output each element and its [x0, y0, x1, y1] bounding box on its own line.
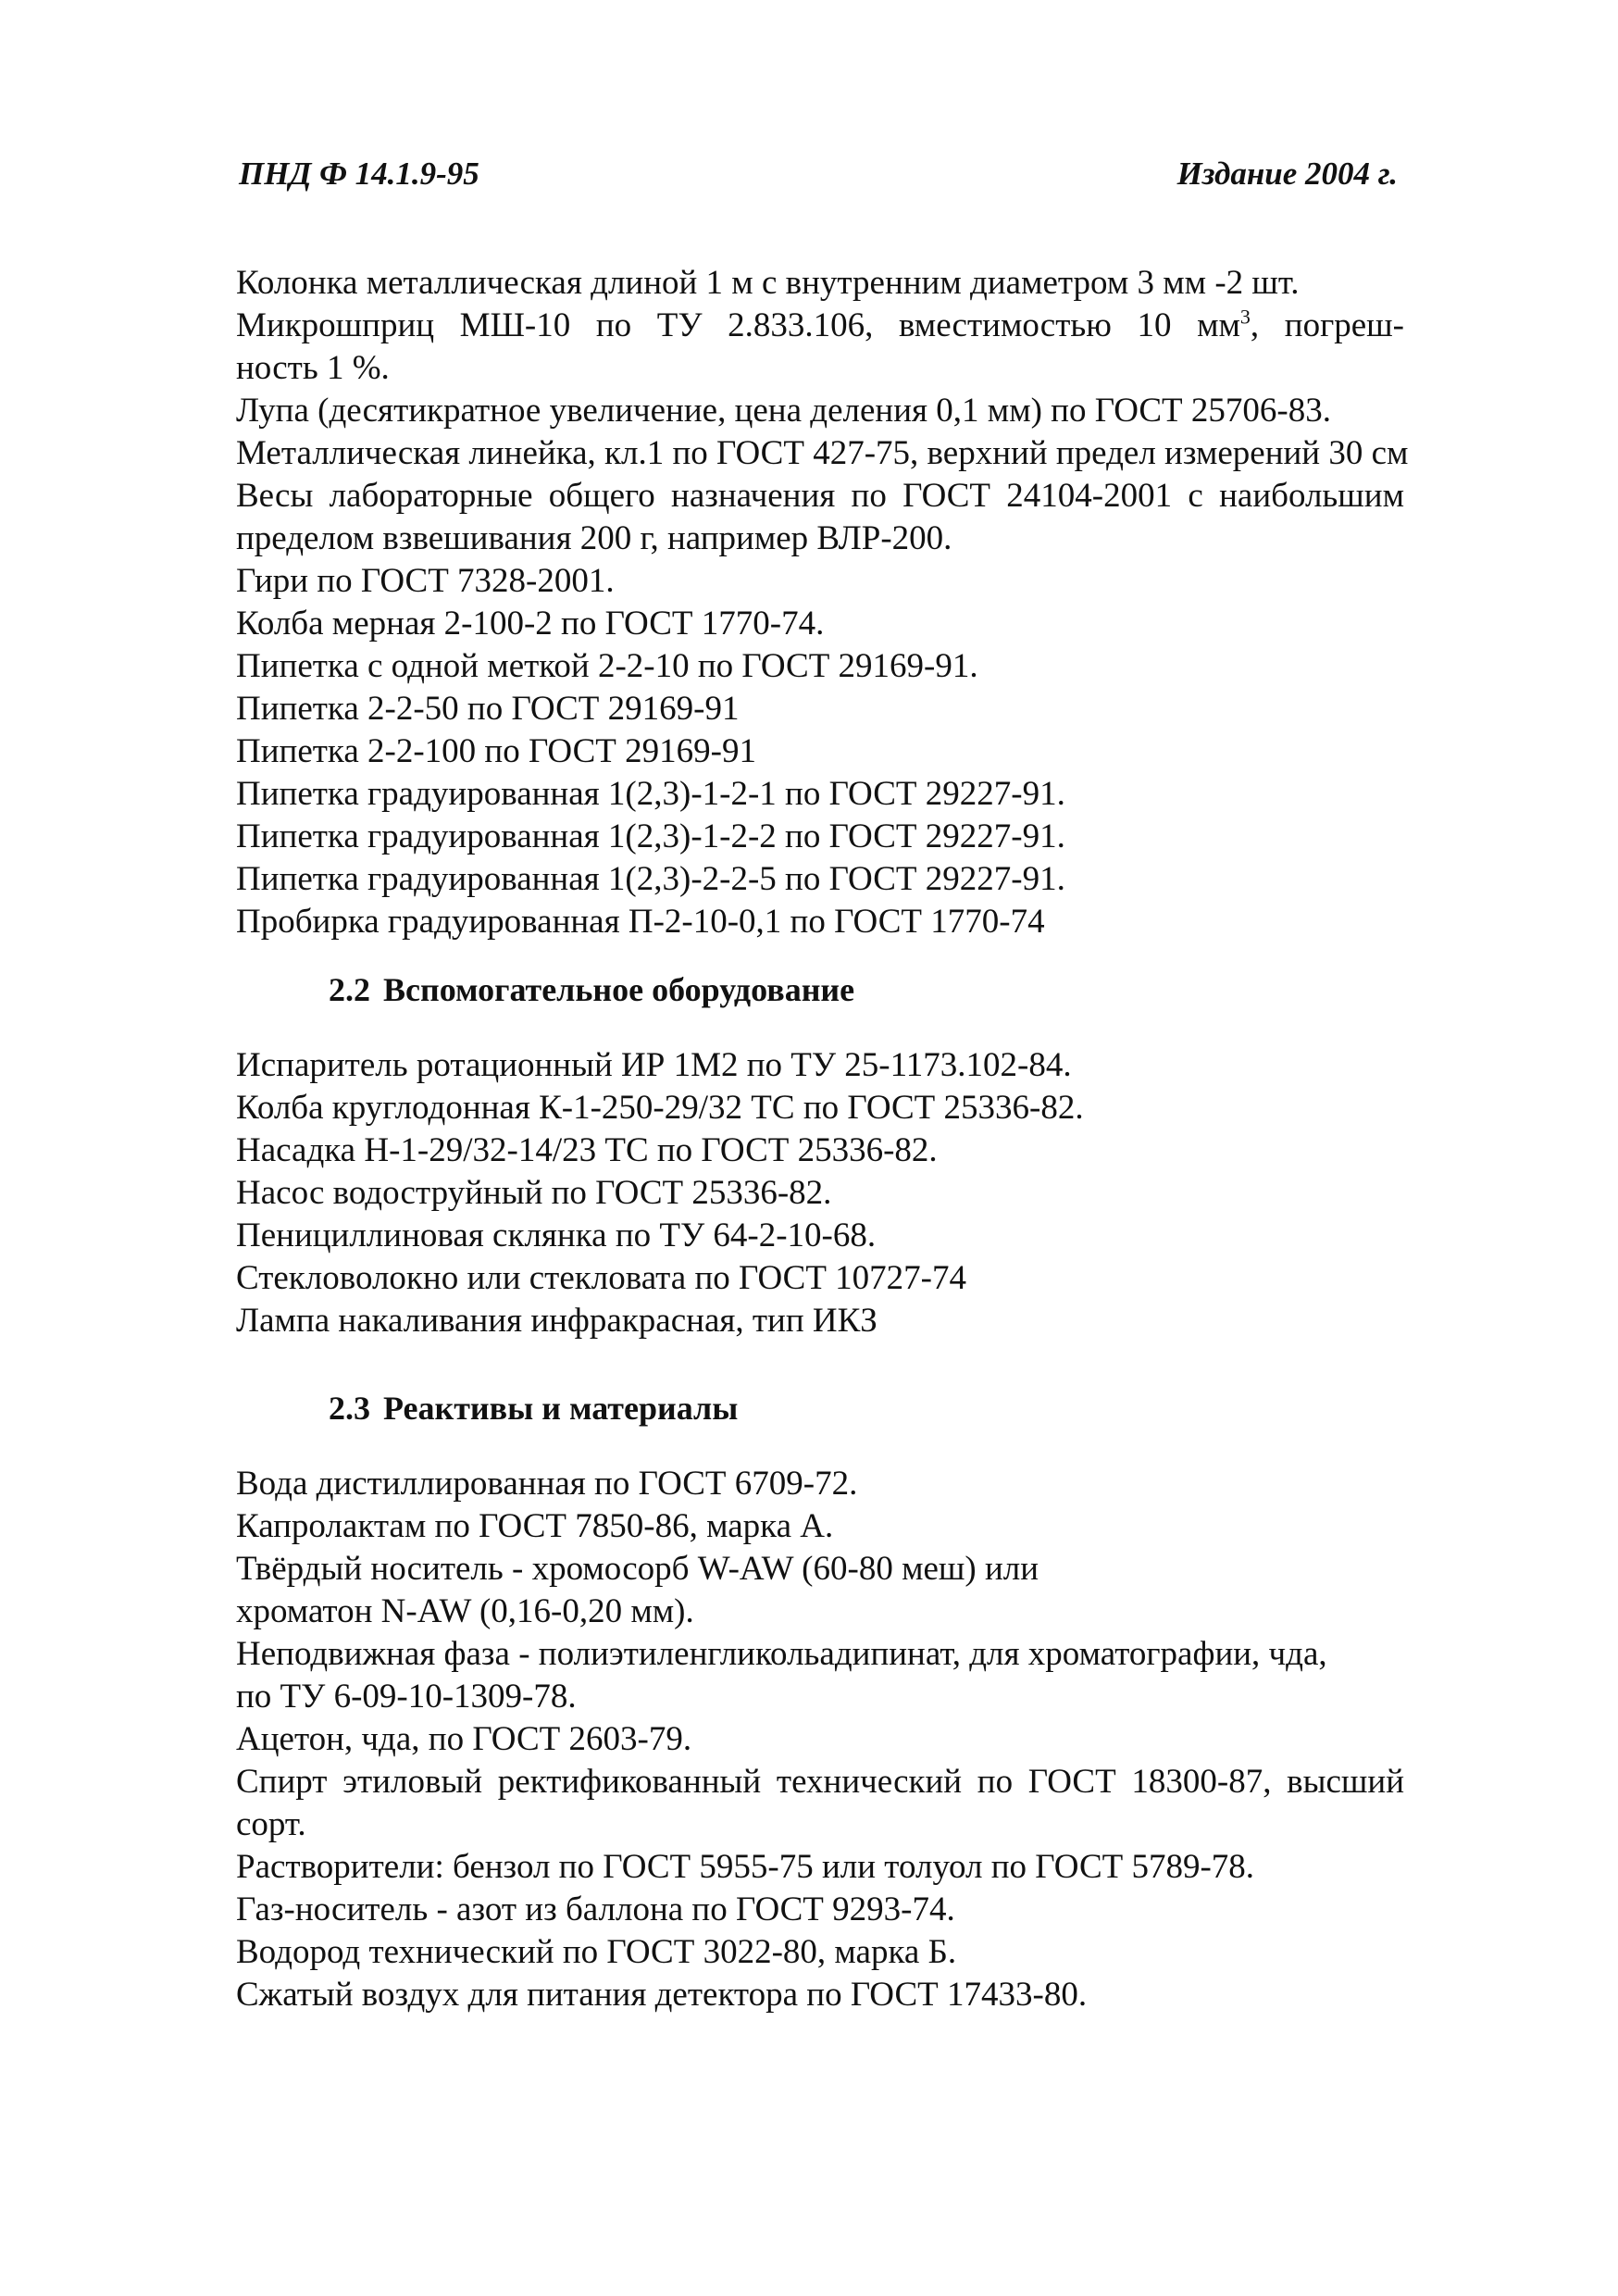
list-item: Испаритель ротационный ИР 1М2 по ТУ 25-1173.102-84.: [236, 1046, 1072, 1084]
list-item: Пипетка 2-2-50 по ГОСТ 29169-91: [236, 690, 740, 728]
auxiliary-equipment-list: [236, 1044, 1404, 1342]
list-item: по ТУ 6-09-10-1309-78.: [236, 1678, 577, 1716]
list-item: Гири по ГОСТ 7328-2001.: [236, 562, 615, 600]
list-item: Спирт этиловый ректификованный технический по ГОСТ 18300-87, высший: [236, 1763, 1404, 1801]
list-item: Колба мерная 2-100-2 по ГОСТ 1770-74.: [236, 605, 825, 643]
reagents-list: [236, 1463, 1404, 2016]
list-item: Твёрдый носитель - хромосорб W-AW (60-80 меш) или: [236, 1550, 1039, 1588]
list-item: Лупа (десятикратное увеличение, цена деления 0,1 мм) по ГОСТ 25706-83.: [236, 392, 1331, 430]
list-item: сорт.: [236, 1805, 306, 1843]
section-number: 2.2: [329, 971, 370, 1008]
list-item-text: , погреш-: [1250, 306, 1404, 344]
list-item: Пипетка градуированная 1(2,3)-1-2-1 по ГОСТ 29227-91.: [236, 775, 1065, 813]
section-title: Вспомогательное оборудование: [383, 971, 855, 1008]
superscript: 3: [1239, 305, 1251, 329]
list-item-text: Микрошприц МШ-10 по ТУ 2.833.106, вместимостью 10 мм: [236, 306, 1240, 344]
list-item: Сжатый воздух для питания детектора по ГОСТ 17433-80.: [236, 1976, 1088, 2014]
list-item: Весы лабораторные общего назначения по ГОСТ 24104-2001 с наибольшим: [236, 477, 1404, 515]
list-item: Пенициллиновая склянка по ТУ 64-2-10-68.: [236, 1217, 877, 1254]
list-item: Водород технический по ГОСТ 3022-80, марка Б.: [236, 1933, 957, 1971]
section-heading-2-2: [329, 970, 854, 1009]
edition-year: Издание 2004 г.: [1176, 156, 1398, 192]
page-header: [239, 156, 1398, 202]
list-item: Колонка металлическая длиной 1 м с внутренним диаметром 3 мм -2 шт.: [236, 264, 1300, 302]
list-item: Растворители: бензол по ГОСТ 5955-75 или толуол по ГОСТ 5789-78.: [236, 1848, 1255, 1886]
list-item: Стекловолокно или стекловата по ГОСТ 10727-74: [236, 1259, 966, 1297]
list-item: Пипетка градуированная 1(2,3)-1-2-2 по ГОСТ 29227-91.: [236, 817, 1065, 855]
list-item: Пипетка 2-2-100 по ГОСТ 29169-91: [236, 732, 756, 770]
list-item: ность 1 %.: [236, 349, 390, 387]
list-item: Насадка Н-1-29/32-14/23 ТС по ГОСТ 25336-82.: [236, 1131, 938, 1169]
section-title: Реактивы и материалы: [383, 1390, 739, 1427]
list-item: Пипетка градуированная 1(2,3)-2-2-5 по ГОСТ 29227-91.: [236, 860, 1065, 898]
list-item: пределом взвешивания 200 г, например ВЛР-200.: [236, 519, 952, 557]
list-item: [236, 305, 1404, 347]
list-item: Пробирка градуированная П-2-10-0,1 по ГОСТ 1770-74: [236, 903, 1045, 941]
list-item: Капролактам по ГОСТ 7850-86, марка А.: [236, 1507, 834, 1545]
list-item: Неподвижная фаза - полиэтиленгликольадипинат, для хроматографии, чда,: [236, 1635, 1327, 1673]
list-item: Лампа накаливания инфракрасная, тип ИКЗ: [236, 1302, 877, 1340]
list-item: Колба круглодонная К-1-250-29/32 ТС по ГОСТ 25336-82.: [236, 1089, 1084, 1127]
list-item: хроматон N-AW (0,16-0,20 мм).: [236, 1592, 694, 1630]
list-item: Металлическая линейка, кл.1 по ГОСТ 427-75, верхний предел измерений 30 см: [236, 434, 1409, 472]
section-heading-2-3: [329, 1389, 738, 1428]
equipment-list: [236, 262, 1409, 943]
list-item: Газ-носитель - азот из баллона по ГОСТ 9293-74.: [236, 1890, 955, 1928]
document-code: ПНД Ф 14.1.9-95: [239, 156, 479, 192]
list-item: Вода дистиллированная по ГОСТ 6709-72.: [236, 1465, 858, 1503]
list-item: Ацетон, чда, по ГОСТ 2603-79.: [236, 1720, 692, 1758]
section-number: 2.3: [329, 1390, 370, 1427]
list-item: Пипетка с одной меткой 2-2-10 по ГОСТ 29169-91.: [236, 647, 978, 685]
list-item: Насос водоструйный по ГОСТ 25336-82.: [236, 1174, 832, 1212]
